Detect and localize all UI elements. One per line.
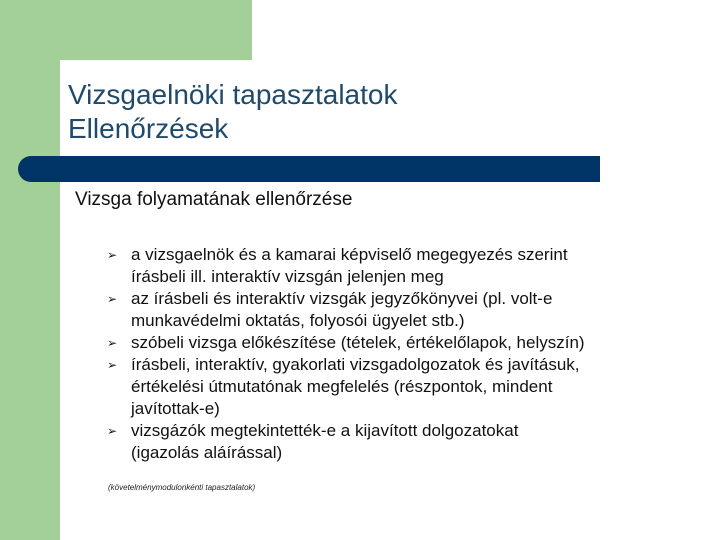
- arrowhead-bullet-icon: ➢: [107, 424, 118, 438]
- footnote: (követelménymodulonkénti tapasztalatok): [108, 483, 256, 492]
- bullet-text-line: az írásbeli és interaktív vizsgák jegyzőkönyvei (pl. volt-e: [131, 289, 553, 308]
- bullet-text-line: a vizsgaelnök és a kamarai képviselő megegyezés szerint: [131, 245, 568, 264]
- section-subtitle: Vizsga folyamatának ellenőrzése: [75, 189, 353, 210]
- bullet-text-line: (igazolás aláírással): [131, 443, 283, 462]
- bullet-item: [107, 288, 697, 332]
- divider-bar: [18, 156, 600, 182]
- top-green-block: [60, 0, 252, 60]
- bullet-text-line: munkavédelmi oktatás, folyosói ügyelet stb.): [131, 311, 465, 330]
- arrowhead-bullet-icon: ➢: [107, 248, 118, 262]
- title-line-2: Ellenőrzések: [68, 113, 229, 144]
- bullet-item: [107, 420, 697, 464]
- bullet-text-line: javítottak-e): [131, 399, 220, 418]
- bullet-item: [107, 332, 697, 354]
- title-line-1: Vizsgaelnöki tapasztalatok: [68, 79, 398, 110]
- page-title: [68, 78, 688, 146]
- bullet-text-line: vizsgázók megtekintették-e a kijavított dolgozatokat: [131, 421, 519, 440]
- bullet-item: [107, 354, 697, 420]
- left-green-stripe: [0, 0, 60, 540]
- arrowhead-bullet-icon: ➢: [107, 336, 118, 350]
- bullet-text-line: írásbeli, interaktív, gyakorlati vizsgadolgozatok és javításuk,: [131, 355, 580, 374]
- bullet-text-line: szóbeli vizsga előkészítése (tételek, értékelőlapok, helyszín): [131, 333, 585, 352]
- arrowhead-bullet-icon: ➢: [107, 292, 118, 306]
- arrowhead-bullet-icon: ➢: [107, 358, 118, 372]
- bullet-item: [107, 244, 697, 288]
- bullet-text-line: írásbeli ill. interaktív vizsgán jelenjen meg: [131, 267, 444, 286]
- bullet-text-line: értékelési útmutatónak megfelelés (részpontok, mindent: [131, 377, 553, 396]
- bullet-list: [107, 244, 697, 464]
